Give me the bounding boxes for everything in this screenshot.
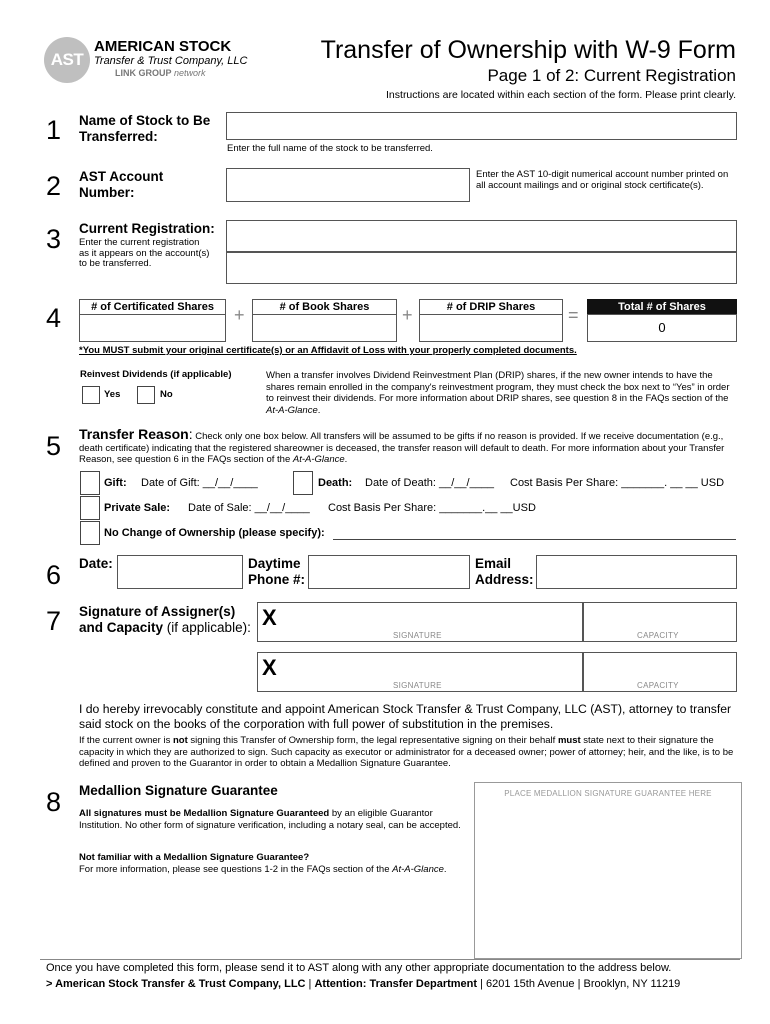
stock-name-label (79, 113, 210, 145)
drip-shares-header: # of DRIP Shares (419, 299, 563, 315)
signature-label-bold: and Capacity (79, 620, 164, 635)
section-number-7: 7 (46, 606, 62, 636)
medallion-bold-text: All signatures must be Medallion Signature Guaranteed (79, 808, 330, 819)
instructions: Instructions are located within each section of the form. Please print clearly. (386, 89, 736, 101)
reinvest-yes-label: Yes (104, 389, 121, 400)
death-date: Date of Death: __/__/____ (365, 477, 495, 489)
current-registration-hint-1: Enter the current registration (79, 237, 200, 248)
no-change-specify-line[interactable] (333, 539, 736, 540)
account-number-label (79, 169, 163, 201)
plus-operator-2: + (402, 305, 413, 325)
account-number-field[interactable] (226, 168, 470, 202)
medallion-more-info-end: . (443, 864, 447, 875)
company-logo (44, 37, 90, 83)
medallion-title: Medallion Signature Guarantee (79, 783, 278, 798)
medallion-more-info-italic: At-A-Glance (392, 864, 444, 875)
medallion-question: Not familiar with a Medallion Signature Guarantee? (79, 852, 310, 863)
gift-label: Gift: (104, 477, 127, 489)
death-checkbox[interactable] (293, 471, 313, 495)
email-label-line1: Email (475, 556, 512, 571)
date-label: Date: (79, 556, 113, 571)
current-registration-hint-3: to be transferred. (79, 258, 152, 269)
total-shares-header: Total # of Shares (587, 299, 737, 315)
signature-label-line2 (79, 620, 251, 636)
signature-label-line1: Signature of Assigner(s) (79, 604, 236, 619)
footer-address (46, 978, 680, 990)
private-sale-cost-basis: Cost Basis Per Share: _______.__ __USD (328, 502, 536, 514)
private-sale-checkbox[interactable] (80, 496, 100, 520)
capacity-caption-1: CAPACITY (637, 631, 679, 640)
phone-label (248, 556, 305, 588)
reinvest-no-checkbox[interactable] (137, 386, 155, 404)
private-sale-label: Private Sale: (104, 502, 171, 514)
footer-street: | 6201 15th Avenue | Brooklyn, NY 11219 (477, 978, 681, 990)
rep-note-2: signing this Transfer of Ownership form, the legal representative signing on their behalf (187, 735, 558, 746)
footer-separator: | (305, 978, 315, 990)
transfer-reason-end: . (344, 454, 348, 465)
appoint-statement: I do hereby irrevocably constitute and appoint American Stock Transfer & Trust Company, LLC (AST), attorney to transfer said stock on the books of the corporation with full power of substitution in the premises. (79, 702, 732, 731)
signature-x-mark-2: X (262, 655, 277, 680)
must-submit-note: *You MUST submit your original certificate(s) or an Affidavit of Loss with your properly completed documents. (79, 345, 577, 356)
current-registration-field-2[interactable] (226, 252, 737, 284)
drip-note-text: When a transfer involves Dividend Reinvestment Plan (DRIP) shares, if the new owner intends to have the shares remain enrolled in the company's reinvestment program, they must check the box next to “Yes” in order to reinvest their dividends. For more information about DRIP shares, see question 8 in the FAQs section of the (266, 370, 730, 404)
drip-note (266, 370, 736, 416)
stock-name-label-line2: Transferred: (79, 129, 158, 144)
signature-label (79, 604, 251, 636)
transfer-reason-title: Transfer Reason (79, 426, 189, 442)
logo-text: AST (50, 50, 84, 69)
current-registration-hint (79, 238, 209, 270)
network-label (115, 68, 206, 78)
section-number-6: 6 (46, 560, 62, 590)
current-registration-field-1[interactable] (226, 220, 737, 252)
medallion-rest-text: by an eligible Guarantor Institution. No other form of signature verification, including a notary seal, can be accepted. (79, 808, 461, 831)
section-number-4: 4 (46, 303, 62, 333)
stock-name-label-line1: Name of Stock to Be (79, 113, 211, 128)
certificated-shares-field[interactable] (79, 314, 226, 342)
drip-shares-field[interactable] (419, 314, 563, 342)
section-number-5: 5 (46, 431, 62, 461)
phone-label-line2: Phone #: (248, 572, 306, 587)
transfer-reason-intro (79, 426, 739, 466)
rep-note-not: not (172, 735, 188, 746)
section-number-2: 2 (46, 171, 62, 201)
no-change-checkbox[interactable] (80, 521, 100, 545)
phone-label-line1: Daytime (248, 556, 301, 571)
death-cost-basis: Cost Basis Per Share: _______. __ __ USD (510, 477, 725, 489)
gift-checkbox[interactable] (80, 471, 100, 495)
representative-note (79, 735, 741, 770)
network-italic: network (171, 68, 206, 78)
book-shares-field[interactable] (252, 314, 397, 342)
signature-label-rest: (if applicable): (163, 620, 251, 635)
rep-note-1: If the current owner is (79, 735, 173, 746)
private-sale-date: Date of Sale: __/__/____ (188, 502, 310, 514)
email-label-line2: Address: (475, 572, 534, 587)
date-field[interactable] (117, 555, 243, 589)
gift-date: Date of Gift: __/__/____ (141, 477, 258, 489)
book-shares-header: # of Book Shares (252, 299, 397, 315)
form-title: Transfer of Ownership with W-9 Form (320, 36, 736, 64)
no-change-label: No Change of Ownership (please specify): (104, 527, 325, 539)
rep-note-3: state next to their signature the capacity in which they are authorized to sign. Such capacity as executor or administrator for a deceased owner; power of attorney; heir, and the like, is to be defined and proven to the Guarantor in order to obtain a Medallion Signature Guarantee. (79, 735, 734, 769)
transfer-reason-colon: : (188, 426, 193, 442)
certificated-shares-header: # of Certificated Shares (79, 299, 226, 315)
rep-note-must: must (557, 735, 581, 746)
network-bold: LINK GROUP (115, 68, 172, 78)
phone-field[interactable] (308, 555, 470, 589)
footer-company: > American Stock Transfer & Trust Company, LLC (46, 978, 306, 990)
email-field[interactable] (536, 555, 737, 589)
email-label (475, 556, 534, 588)
medallion-text (79, 808, 464, 831)
company-name: AMERICAN STOCK (94, 38, 232, 55)
signature-caption-2: SIGNATURE (393, 681, 442, 690)
medallion-more-info-text: For more information, please see questions 1-2 in the FAQs section of the (79, 864, 393, 875)
total-shares-field[interactable] (587, 314, 737, 342)
current-registration-label: Current Registration: (79, 221, 215, 236)
medallion-box-caption: PLACE MEDALLION SIGNATURE GUARANTEE HERE (504, 789, 712, 798)
account-number-label-line1: AST Account (79, 169, 164, 184)
stock-name-hint: Enter the full name of the stock to be transferred. (227, 143, 433, 154)
reinvest-yes-checkbox[interactable] (82, 386, 100, 404)
death-label: Death: (318, 477, 353, 489)
total-shares-value: 0 (658, 320, 666, 335)
signature-x-mark-1: X (262, 605, 277, 630)
drip-note-italic: At-A-Glance (266, 404, 318, 416)
account-number-hint: Enter the AST 10-digit numerical account number printed on all account mailings and or original stock certificate(s). (476, 169, 729, 191)
plus-operator-1: + (234, 305, 245, 325)
account-number-label-line2: Number: (79, 185, 135, 200)
footer-instructions: Once you have completed this form, please send it to AST along with any other appropriate documentation to the address below. (46, 962, 672, 974)
medallion-guarantee-box[interactable] (474, 782, 742, 959)
company-subtitle: Transfer & Trust Company, LLC (94, 55, 248, 67)
footer-divider (40, 959, 740, 960)
reinvest-dividends-label: Reinvest Dividends (if applicable) (80, 369, 232, 380)
section-number-3: 3 (46, 224, 62, 254)
transfer-reason-text: Check only one box below. All transfers will be assumed to be gifts if no reason is provided. If we receive documentation (e.g., death certificate) indicating that the registered shareowner is deceased, the transfer reason will default to death. For more information about your Transfer Reason, see question 6 in the FAQs section of the (79, 431, 725, 465)
capacity-caption-2: CAPACITY (637, 681, 679, 690)
footer-attention: Attention: Transfer Department (314, 978, 478, 990)
section-number-1: 1 (46, 115, 62, 145)
section-number-8: 8 (46, 787, 62, 817)
medallion-more-info (79, 864, 447, 875)
drip-note-end: . (317, 404, 321, 416)
signature-caption-1: SIGNATURE (393, 631, 442, 640)
page-subtitle: Page 1 of 2: Current Registration (487, 66, 736, 85)
reinvest-no-label: No (160, 389, 173, 400)
transfer-reason-italic: At-A-Glance (292, 454, 345, 465)
equals-operator: = (568, 305, 579, 325)
current-registration-hint-2: as it appears on the account(s) (79, 247, 210, 259)
stock-name-field[interactable] (226, 112, 737, 140)
